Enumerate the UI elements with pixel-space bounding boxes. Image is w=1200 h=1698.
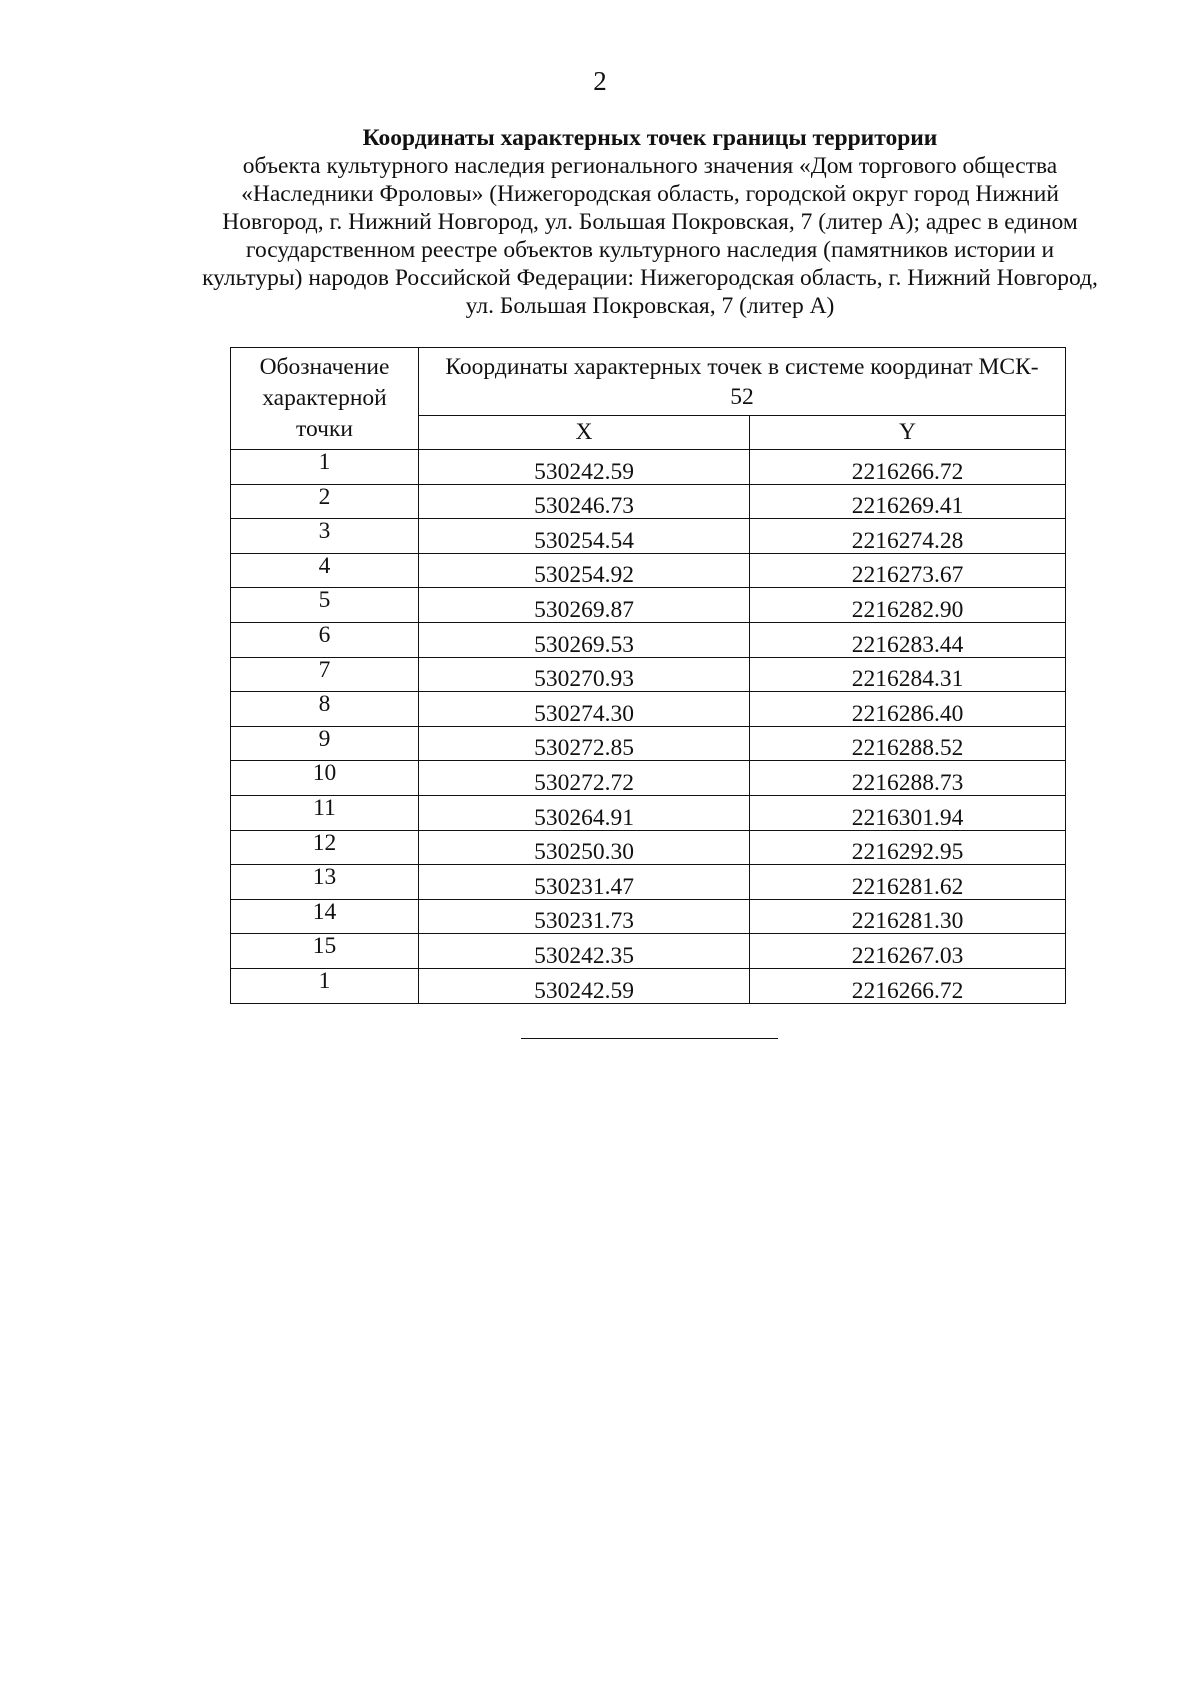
point-cell: 14 (231, 899, 419, 934)
table-row (231, 934, 1066, 969)
y-cell: 2216283.44 (750, 622, 1066, 657)
heading-line: государственном реестре объектов культурного наследия (памятников истории и (245, 237, 1055, 263)
header-system-line: 52 (730, 384, 754, 410)
point-cell: 3 (231, 519, 419, 554)
x-cell: 530231.47 (419, 865, 750, 900)
header-y: Y (750, 416, 1066, 450)
table-row (231, 726, 1066, 761)
point-cell: 15 (231, 934, 419, 969)
point-cell: 13 (231, 865, 419, 900)
table-body (231, 450, 1066, 1004)
table-row (231, 484, 1066, 519)
x-cell: 530274.30 (419, 692, 750, 727)
header-system-line: Координаты характерных точек в системе координат МСК- (445, 354, 1039, 380)
y-cell: 2216281.30 (750, 899, 1066, 934)
y-cell: 2216288.52 (750, 726, 1066, 761)
y-cell: 2216274.28 (750, 519, 1066, 554)
table-header-row (231, 348, 1066, 416)
table-row (231, 519, 1066, 554)
y-cell: 2216267.03 (750, 934, 1066, 969)
table-row (231, 553, 1066, 588)
x-cell: 530269.87 (419, 588, 750, 623)
heading-line: Новгород, г. Нижний Новгород, ул. Большая Покровская, 7 (литер А); адрес в едином (222, 209, 1078, 235)
point-cell: 2 (231, 484, 419, 519)
point-cell: 12 (231, 830, 419, 865)
x-cell: 530254.54 (419, 519, 750, 554)
page-number: 2 (593, 66, 607, 96)
x-cell: 530272.72 (419, 761, 750, 796)
point-cell: 9 (231, 726, 419, 761)
x-cell: 530269.53 (419, 622, 750, 657)
header-point-line: точки (296, 416, 353, 442)
x-cell: 530242.35 (419, 934, 750, 969)
y-cell: 2216269.41 (750, 484, 1066, 519)
point-cell: 1 (231, 968, 419, 1003)
y-cell: 2216266.72 (750, 450, 1066, 485)
point-cell: 6 (231, 622, 419, 657)
header-point-designation (231, 348, 419, 450)
heading-line: ул. Большая Покровская, 7 (литер А) (465, 293, 835, 319)
table-row (231, 830, 1066, 865)
point-cell: 11 (231, 795, 419, 830)
y-cell: 2216284.31 (750, 657, 1066, 692)
x-cell: 530264.91 (419, 795, 750, 830)
header-x: X (419, 416, 750, 450)
x-cell: 530270.93 (419, 657, 750, 692)
header-point-line: характерной (262, 385, 387, 411)
y-cell: 2216301.94 (750, 795, 1066, 830)
table-row (231, 692, 1066, 727)
point-cell: 1 (231, 450, 419, 485)
table-row (231, 899, 1066, 934)
coordinates-table (230, 347, 1066, 1004)
table-row (231, 450, 1066, 485)
y-cell: 2216281.62 (750, 865, 1066, 900)
table-row (231, 968, 1066, 1003)
x-cell: 530242.59 (419, 450, 750, 485)
heading-line: «Наследники Фроловы» (Нижегородская область, городской округ город Нижний (241, 181, 1059, 207)
y-cell: 2216288.73 (750, 761, 1066, 796)
table-row (231, 795, 1066, 830)
x-cell: 530254.92 (419, 553, 750, 588)
y-cell: 2216292.95 (750, 830, 1066, 865)
y-cell: 2216273.67 (750, 553, 1066, 588)
y-cell: 2216266.72 (750, 968, 1066, 1003)
table-row (231, 657, 1066, 692)
table-row (231, 622, 1066, 657)
y-cell: 2216282.90 (750, 588, 1066, 623)
heading-line: культуры) народов Российской Федерации: Нижегородская область, г. Нижний Новгород, (202, 265, 1098, 291)
header-coordinate-system (419, 348, 1066, 416)
heading-title: Координаты характерных точек границы территории (362, 125, 938, 151)
table-row (231, 588, 1066, 623)
x-cell: 530272.85 (419, 726, 750, 761)
x-cell: 530246.73 (419, 484, 750, 519)
table-row (231, 761, 1066, 796)
point-cell: 8 (231, 692, 419, 727)
y-cell: 2216286.40 (750, 692, 1066, 727)
header-point-line: Обозначение (259, 354, 390, 380)
point-cell: 7 (231, 657, 419, 692)
x-cell: 530242.59 (419, 968, 750, 1003)
heading-line: объекта культурного наследия регионального значения «Дом торгового общества (242, 153, 1058, 179)
document-heading (160, 124, 1140, 320)
end-divider (521, 1038, 778, 1039)
point-cell: 5 (231, 588, 419, 623)
point-cell: 10 (231, 761, 419, 796)
point-cell: 4 (231, 553, 419, 588)
x-cell: 530231.73 (419, 899, 750, 934)
table-row (231, 865, 1066, 900)
x-cell: 530250.30 (419, 830, 750, 865)
